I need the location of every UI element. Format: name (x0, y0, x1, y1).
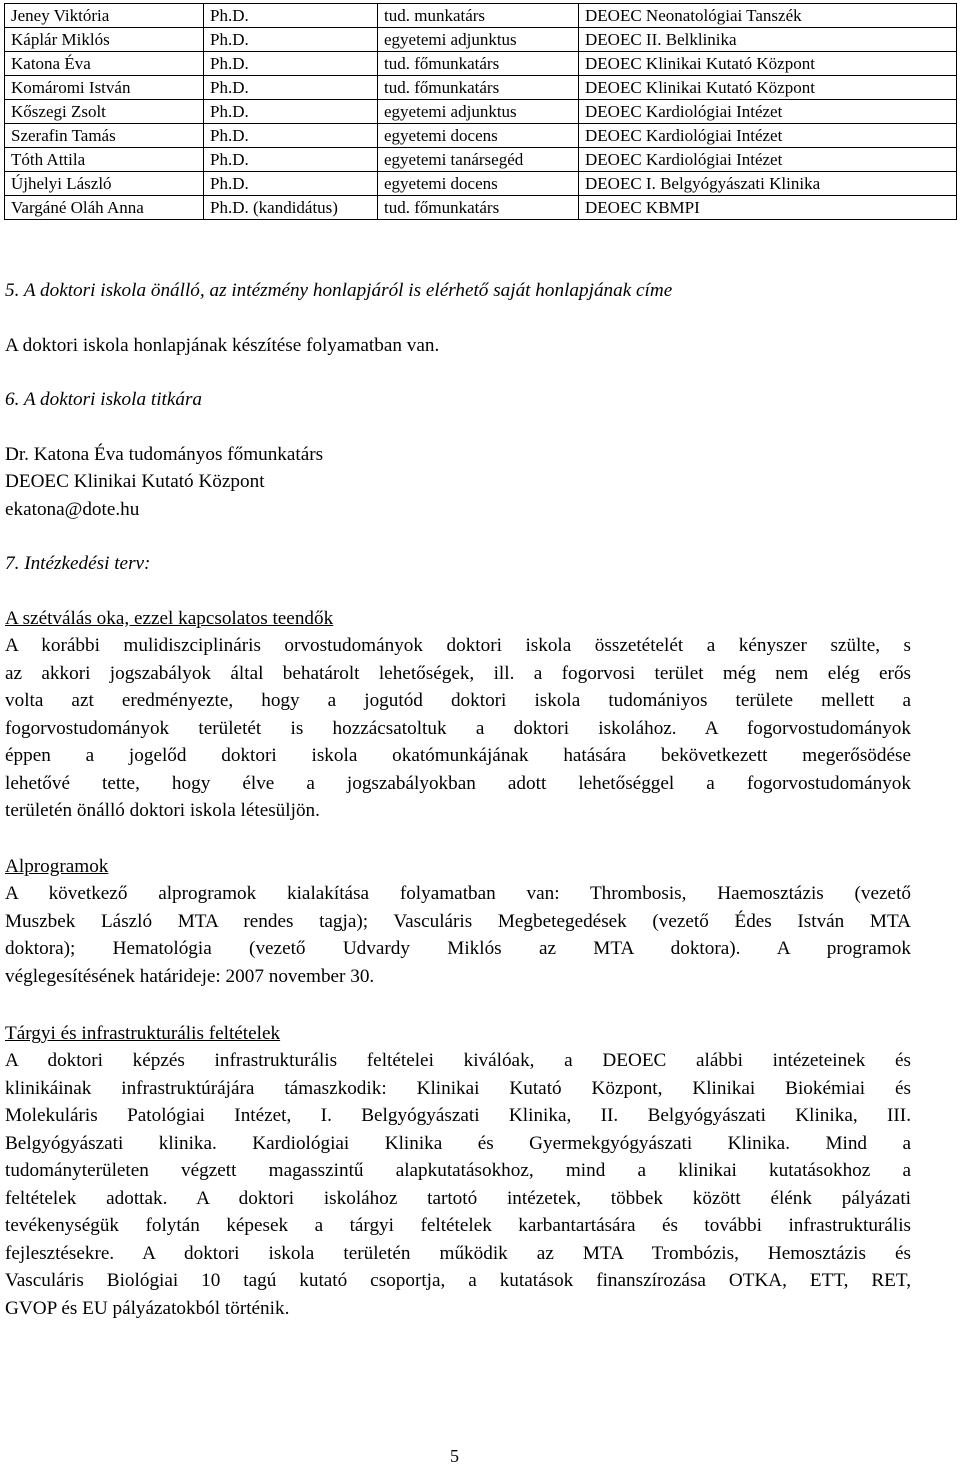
table-row (5, 76, 957, 100)
staff-unit: DEOEC II. Belklinika (579, 28, 957, 52)
staff-name: Vargáné Oláh Anna (5, 196, 204, 220)
section5-body: A doktori iskola honlapjának készítése folyamatban van. (5, 335, 440, 356)
staff-degree: Ph.D. (204, 100, 378, 124)
table-row (5, 52, 957, 76)
paragraph-line: A következő alprogramok kialakítása folyamatban van: Thrombosis, Haemosztázis (vezető (5, 883, 911, 904)
paragraph-line: A doktori képzés infrastrukturális feltételei kiválóak, a DEOEC alábbi intézeteinek és (5, 1050, 911, 1071)
paragraph-line: tudományterületen végzett magasszintű alapkutatásokhoz, mind a klinikai kutatásokhoz a (5, 1160, 911, 1181)
page-number: 5 (450, 1446, 459, 1466)
staff-position: tud. főmunkatárs (378, 52, 579, 76)
infrastructure-title: Tárgyi és infrastrukturális feltételek (5, 1023, 281, 1044)
paragraph-line: Belgyógyászati klinika. Kardiológiai Klinika és Gyermekgyógyászati Klinika. Mind a (5, 1132, 911, 1154)
table-row (5, 124, 957, 148)
paragraph-line: volta azt eredményezte, hogy a jogutód doktori iskola tudomániyos területe mellett a (5, 690, 911, 711)
paragraph-line: tevékenységük folytán képesek a tárgyi feltételek karbantartására és további infrastrukturális (5, 1215, 911, 1236)
secretary-name: Dr. Katona Éva tudományos főmunkatárs (5, 444, 324, 465)
section5-number: 5. (5, 280, 20, 301)
staff-name: Katona Éva (5, 52, 204, 76)
table-row (5, 100, 957, 124)
split-reason-paragraph (5, 632, 911, 825)
staff-unit: DEOEC KBMPI (579, 196, 957, 220)
staff-unit: DEOEC I. Belgyógyászati Klinika (579, 172, 957, 196)
staff-position: egyetemi tanársegéd (378, 148, 579, 172)
staff-unit: DEOEC Kardiológiai Intézet (579, 148, 957, 172)
infrastructure-paragraph (5, 1047, 911, 1322)
staff-unit: DEOEC Klinikai Kutató Központ (579, 76, 957, 100)
staff-name: Újhelyi László (5, 172, 204, 196)
staff-degree: Ph.D. (204, 148, 378, 172)
staff-position: tud. főmunkatárs (378, 196, 579, 220)
staff-position: egyetemi adjunktus (378, 28, 579, 52)
section6-number: 6. (5, 389, 20, 410)
staff-name: Kőszegi Zsolt (5, 100, 204, 124)
subprograms-title: Alprogramok (5, 856, 109, 877)
secretary-email: ekatona@dote.hu (5, 499, 140, 520)
table-row (5, 28, 957, 52)
staff-degree: Ph.D. (204, 28, 378, 52)
staff-degree: Ph.D. (204, 124, 378, 148)
staff-degree: Ph.D. (204, 52, 378, 76)
paragraph-line: fogorvostudományok területét is hozzácsatoltuk a doktori iskolához. A fogorvostudományok (5, 717, 911, 739)
section7-number: 7. (5, 553, 20, 574)
subprograms-paragraph (5, 880, 911, 990)
staff-unit: DEOEC Klinikai Kutató Központ (579, 52, 957, 76)
staff-degree: Ph.D. (204, 172, 378, 196)
paragraph-line: Molekuláris Patológiai Intézet, I. Belgyógyászati Klinika, II. Belgyógyászati Klinika, III. (5, 1105, 911, 1126)
paragraph-line: területén önálló doktori iskola létesüljön. (5, 800, 320, 821)
staff-degree: Ph.D. (kandidátus) (204, 196, 378, 220)
staff-degree: Ph.D. (204, 76, 378, 100)
section5-title: A doktori iskola önálló, az intézmény honlapjáról is elérhető saját honlapjának címe (23, 280, 673, 301)
section6-title: A doktori iskola titkára (23, 389, 203, 410)
staff-name: Káplár Miklós (5, 28, 204, 52)
paragraph-line: Muszbek László MTA rendes tagja); Vasculáris Megbetegedések (vezető Édes István MTA (5, 910, 911, 932)
paragraph-line: feltételek adottak. A doktori iskolához tartotó intézetek, többek között élénk pályázati (5, 1187, 911, 1209)
staff-unit: DEOEC Neonatológiai Tanszék (579, 4, 957, 28)
section5-heading (5, 280, 911, 302)
paragraph-line: A korábbi mulidiszciplináris orvostudományok doktori iskola összetételét a kényszer szülte, s (5, 635, 911, 656)
staff-name: Komáromi István (5, 76, 204, 100)
staff-unit: DEOEC Kardiológiai Intézet (579, 124, 957, 148)
staff-table (4, 3, 957, 220)
section6-heading (5, 389, 911, 411)
split-reason-title: A szétválás oka, ezzel kapcsolatos teendők (5, 608, 334, 629)
paragraph-line: GVOP és EU pályázatokból történik. (5, 1297, 290, 1319)
paragraph-line: lehetővé tette, hogy élve a jogszabályokban adott lehetőséggel a fogorvostudományok (5, 772, 911, 794)
staff-name: Jeney Viktória (5, 4, 204, 28)
staff-degree: Ph.D. (204, 4, 378, 28)
staff-position: egyetemi docens (378, 124, 579, 148)
paragraph-line: fejlesztésekre. A doktori iskola területén működik az MTA Trombózis, Hemosztázis és (5, 1242, 911, 1264)
staff-name: Tóth Attila (5, 148, 204, 172)
staff-position: egyetemi docens (378, 172, 579, 196)
paragraph-line: Vasculáris Biológiai 10 tagú kutató csoportja, a kutatások finanszírozása OTKA, ETT, RET, (5, 1270, 911, 1291)
paragraph-line: klinikáinak infrastruktúrájára támaszkodik: Klinikai Kutató Központ, Klinikai Biokémiai és (5, 1077, 911, 1099)
paragraph-line: véglegesítésének határideje: 2007 november 30. (5, 965, 375, 987)
staff-position: tud. főmunkatárs (378, 76, 579, 100)
table-row (5, 196, 957, 220)
staff-unit: DEOEC Kardiológiai Intézet (579, 100, 957, 124)
paragraph-line: éppen a jogelőd doktori iskola okatómunkájának hatására bekövetkezett megerősödése (5, 745, 911, 766)
paragraph-line: doktora); Hematológia (vezető Udvardy Miklós az MTA doktora). A programok (5, 938, 911, 959)
staff-position: tud. munkatárs (378, 4, 579, 28)
staff-name: Szerafin Tamás (5, 124, 204, 148)
staff-table-body (5, 4, 957, 220)
staff-position: egyetemi adjunktus (378, 100, 579, 124)
table-row (5, 4, 957, 28)
table-row (5, 148, 957, 172)
section7-heading (5, 553, 911, 575)
paragraph-line: az akkori jogszabályok által behatárolt lehetőségek, ill. a fogorvosi terület még nem elég erős (5, 662, 911, 684)
table-row (5, 172, 957, 196)
section7-title: Intézkedési terv: (24, 553, 151, 574)
secretary-unit: DEOEC Klinikai Kutató Központ (5, 471, 265, 492)
